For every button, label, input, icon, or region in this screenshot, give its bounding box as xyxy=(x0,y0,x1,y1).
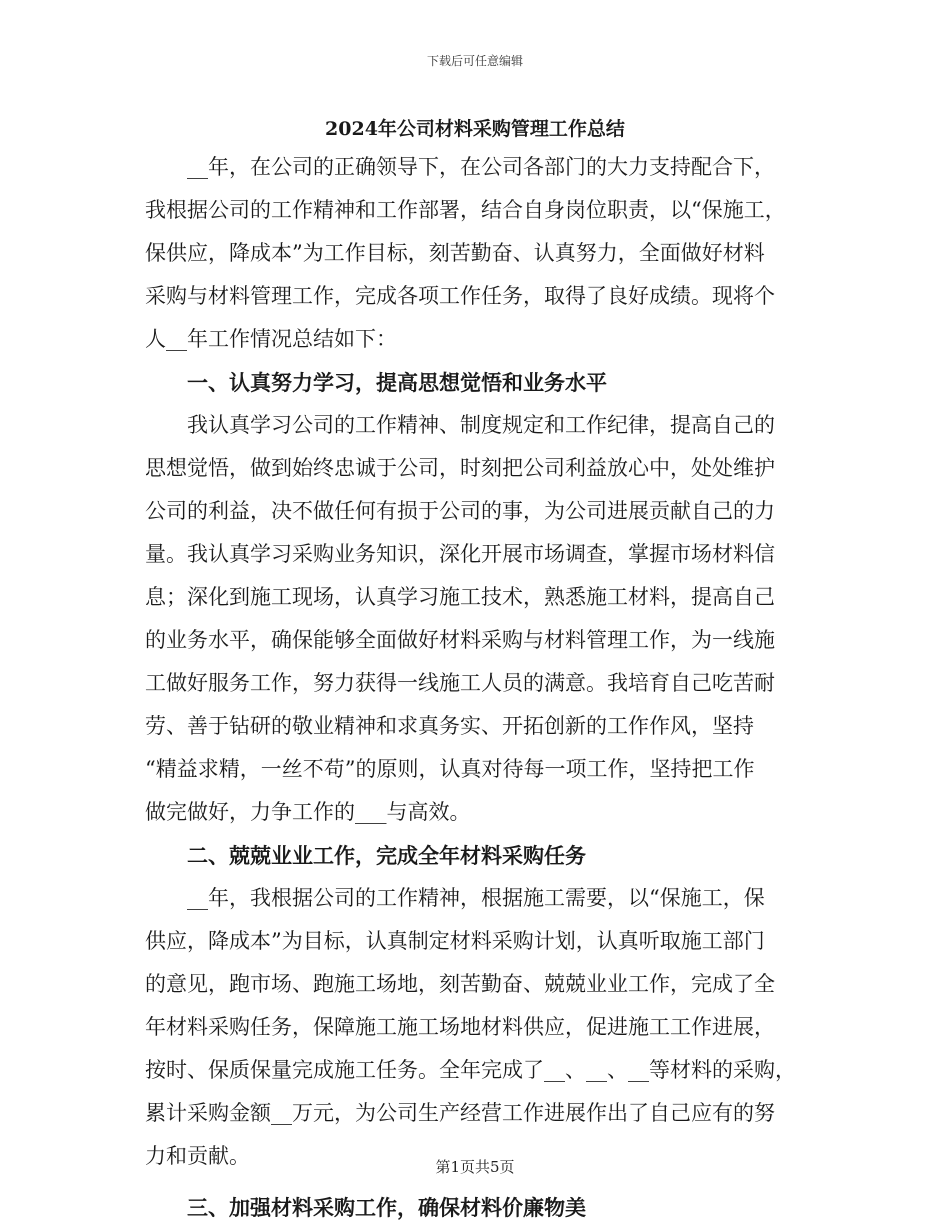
intro-line: 我根据公司的工作精神和工作部署，结合自身岗位职责，以“保施工， xyxy=(145,198,786,222)
document-title: 2024年公司材料采购管理工作总结 xyxy=(325,118,625,140)
section-2-line: 供应，降成本”为目标，认真制定材料采购计划，认真听取施工部门 xyxy=(145,929,765,953)
page-header-note: 下载后可任意编辑 xyxy=(426,54,523,68)
section-1-line: 的业务水平，确保能够全面做好材料采购与材料管理工作，为一线施 xyxy=(145,628,775,652)
section-1-line: 息；深化到施工现场，认真学习施工技术，熟悉施工材料，提高自己 xyxy=(145,585,775,609)
section-3-heading: 三、加强材料采购工作，确保材料价廉物美 xyxy=(187,1195,586,1220)
section-1-line: 工做好服务工作，努力获得一线施工人员的满意。我培育自己吃苦耐 xyxy=(145,671,775,695)
section-1-line: 思想觉悟，做到始终忠诚于公司，时刻把公司利益放心中，处处维护 xyxy=(145,456,775,480)
section-2-heading: 二、兢兢业业工作，完成全年材料采购任务 xyxy=(187,843,586,868)
page-number: 第1页共5页 xyxy=(435,1158,515,1176)
section-1-heading: 一、认真努力学习，提高思想觉悟和业务水平 xyxy=(187,370,607,395)
section-1-line: 劳、善于钻研的敬业精神和求真务实、开拓创新的工作作风，坚持 xyxy=(145,714,754,738)
section-1-line: “精益求精，一丝不苟”的原则，认真对待每一项工作，坚持把工作 xyxy=(145,757,755,781)
section-1-line: 量。我认真学习采购业务知识，深化开展市场调查，掌握市场材料信 xyxy=(145,542,775,566)
section-1-line: 做完做好，力争工作的___与高效。 xyxy=(145,800,471,824)
section-2-line: 的意见，跑市场、跑施工场地，刻苦勤奋、兢兢业业工作，完成了全 xyxy=(145,972,775,996)
document-body xyxy=(145,146,810,1229)
intro-line: 人__年工作情况总结如下： xyxy=(145,327,397,351)
intro-line: 采购与材料管理工作，完成各项工作任务，取得了良好成绩。现将个 xyxy=(145,284,775,308)
section-2-line: 累计采购金额__万元，为公司生产经营工作进展作出了自己应有的努 xyxy=(145,1101,775,1125)
section-1-line: 我认真学习公司的工作精神、制度规定和工作纪律，提高自己的 xyxy=(187,413,775,437)
section-2-line: 按时、保质保量完成施工任务。全年完成了__、__、__等材料的采购， xyxy=(145,1058,796,1082)
section-1-line: 公司的利益，决不做任何有损于公司的事，为公司进展贡献自己的力 xyxy=(145,499,775,523)
section-2-line: __年，我根据公司的工作精神，根据施工需要，以“保施工，保 xyxy=(187,886,765,910)
intro-line: __年，在公司的正确领导下，在公司各部门的大力支持配合下， xyxy=(187,155,775,179)
section-2-line: 力和贡献。 xyxy=(145,1144,250,1168)
section-2-line: 年材料采购任务，保障施工施工场地材料供应，促进施工工作进展， xyxy=(145,1015,775,1039)
intro-line: 保供应，降成本”为工作目标，刻苦勤奋、认真努力，全面做好材料 xyxy=(145,241,765,265)
